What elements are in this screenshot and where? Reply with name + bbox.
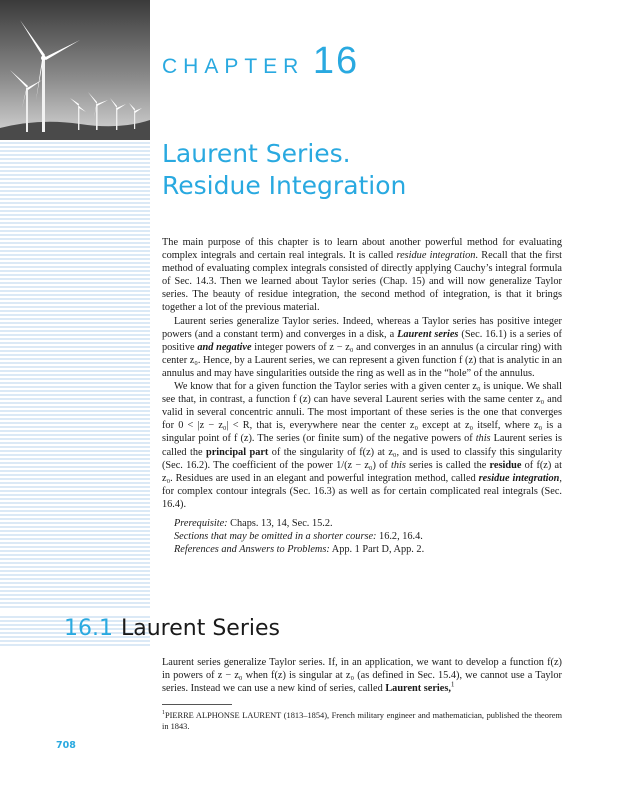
footnote-marker: 1 [162,710,165,717]
principal-part-term: principal part [206,446,269,458]
section-body: Laurent series generalize Taylor series. If, in an application, we want to develop a function f(z) in powers of z − z₀ when f(z) is singular at z₀ (as defined in Sec. 15.4), we cannot use a Taylor series. Instead we can use a new kind of series, called Laurent series,$^1$ [162,657,562,695]
section-title: Laurent Series [120,616,280,641]
intro-paragraph-2: Laurent series generalize Taylor series. Indeed, whereas a Taylor series has positive integer powers (and a constant term) and converges in a disk, a Laurent series (Sec. 16.1) is a series of positive and negative integer powers of z − z₀ and converges in an annulus (a circular ring) with center z₀. Hence, by a Laurent series, we can represent a given function f (z) that is analytic in an annulus and may have singularities outside the ring as well as in the “hole” of the annulus. [162,315,562,379]
laurent-series-bold: Laurent series, [385,683,451,695]
chapter-title [162,138,602,202]
decorative-stripes [0,140,150,610]
prerequisites-block [174,517,562,556]
chapter-introduction [162,236,562,556]
wind-turbine-photo [0,0,150,140]
section-number: 16.1 [64,616,113,641]
footnote-rule [162,704,232,705]
chapter-number: 16 [312,40,360,82]
chapter-label [162,40,359,83]
residue-integration-bold-term: residue integration [478,472,560,484]
residue-integration-term: residue integration [396,250,476,262]
chapter-word: CHAPTER [162,55,305,78]
intro-paragraph-3: We know that for a given function the Taylor series with a given center z₀ is unique. We shall see that, in contrast, a function f (z) can have several Laurent series with the same center z₀ and valid in several concentric annuli. The most important of these series is the one that converges for 0 < |z − z₀| < R, that is, everywhere near the center z₀ except at z₀ itself, where z₀ is a singular point of f (z). The series (or finite sum) of the negative powers of this Laurent series is called the principal part of the singularity of f(z) at z₀, and is used to classify this singularity (Sec. 16.2). The coefficient of the power 1/(z − z₀) of this series is called the residue of f(z) at z₀. Residues are used in an elegant and powerful integration method, called residue integration, for complex contour integrals (Sec. 16.3) as well as for certain complicated real integrals (Sec. 16.4). [162,381,562,510]
laurent-series-term: Laurent series [397,328,459,340]
footnote-reference: 1 [450,680,455,689]
footnote-text: PIERRE ALPHONSE LAURENT (1813–1854), French military engineer and mathematician, published the theorem in 1843. [162,711,562,731]
residue-term: residue [489,459,522,471]
wind-turbine-illustration [0,0,150,140]
prerequisite-line: Prerequisite: Chaps. 13, 14, Sec. 15.2. [174,517,333,529]
intro-paragraph-1: The main purpose of this chapter is to learn about another powerful method for evaluating complex integrals and certain real integrals. It is called residue integration. Recall that the first method of evaluating complex integrals consisted of directly applying Cauchy’s integral formula of Sec. 14.3. Then we learned about Taylor series (Chap. 15) and will now generalize Taylor series. The beauty of residue integration, the second method of integration, is that it brings together a lot of the previous material. [162,237,562,314]
chapter-title-line2: Residue Integration [162,171,407,200]
chapter-title-line1: Laurent Series. [162,139,351,168]
section-heading [64,616,280,641]
footnote [162,710,562,732]
page-number: 708 [56,740,76,751]
references-line: References and Answers to Problems: App. 1 Part D, App. 2. [174,544,425,556]
omit-sections-line: Sections that may be omitted in a shorter course: 16.2, 16.4. [174,531,423,543]
